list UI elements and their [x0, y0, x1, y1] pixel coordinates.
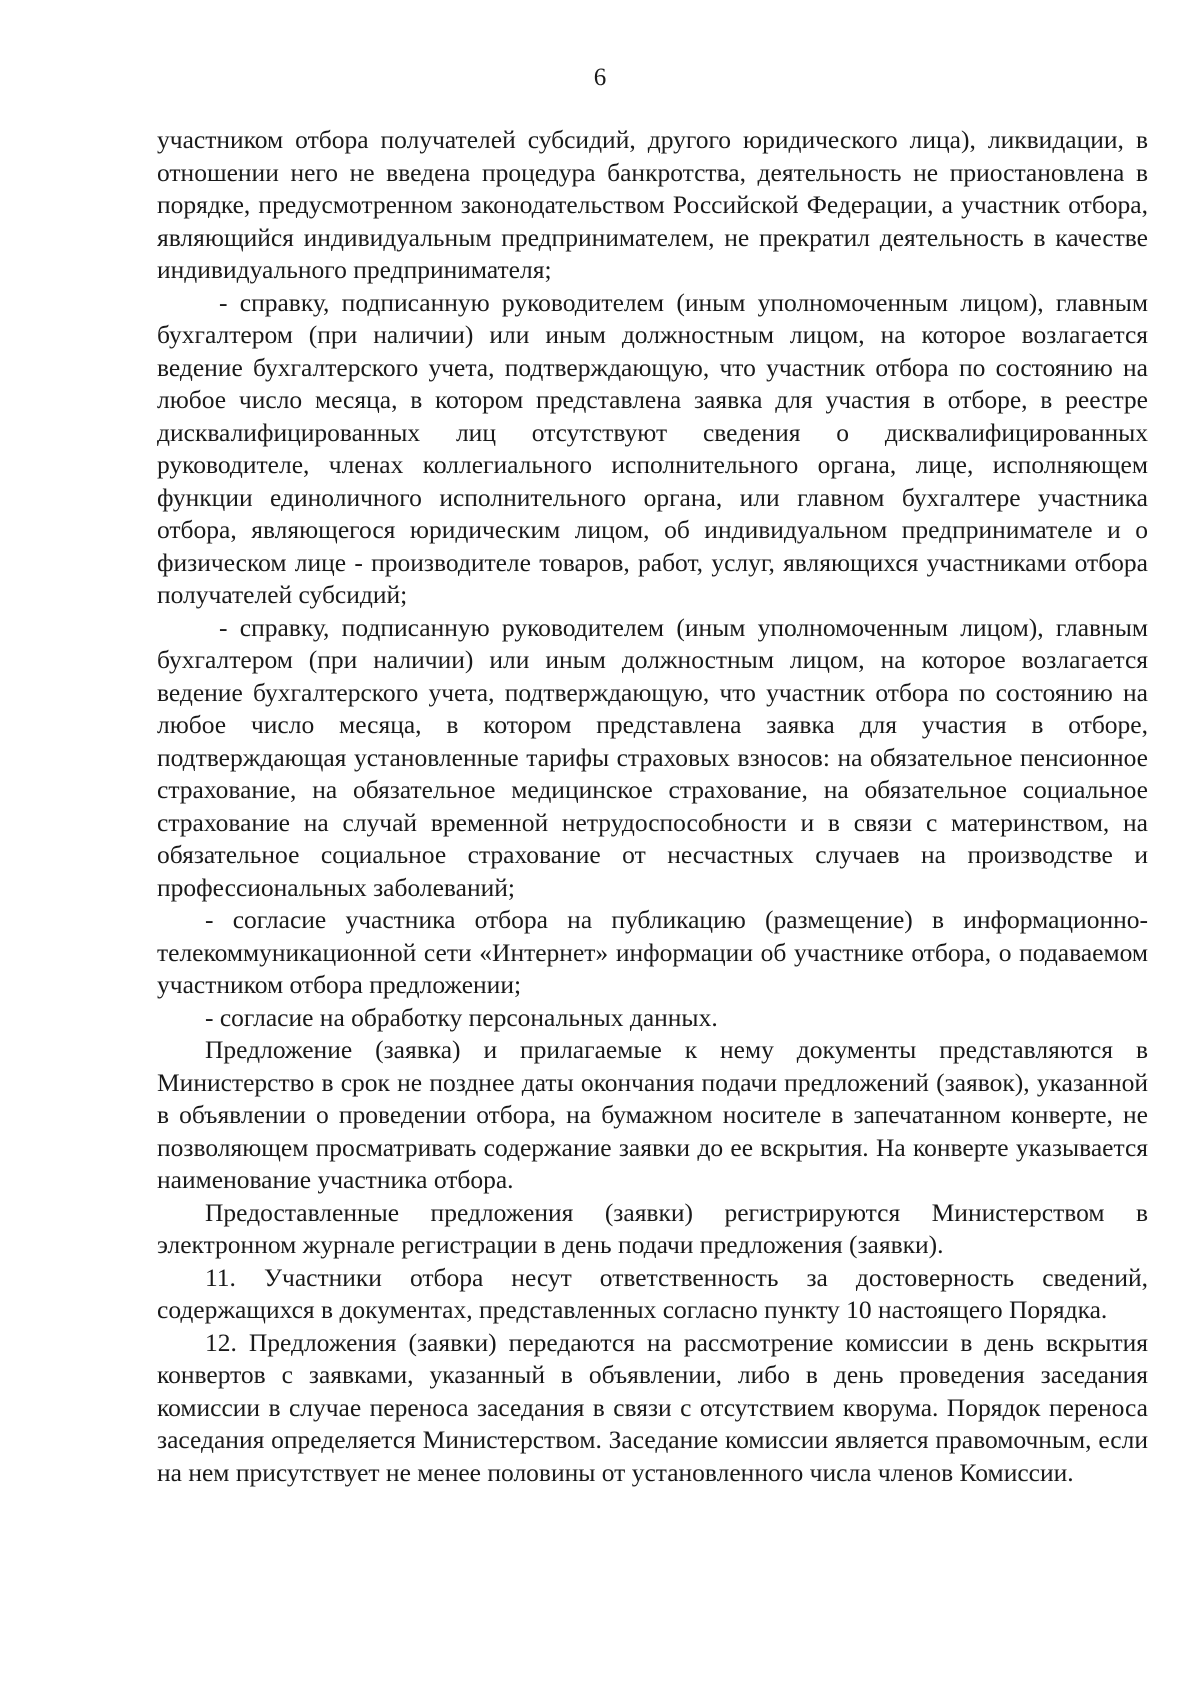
paragraph-personal-data-consent: - согласие на обработку персональных данных.	[205, 1002, 718, 1032]
paragraph-application-registration: Предоставленные предложения (заявки) регистрируются Министерством в электронном журнале регистрации в день подачи предложения (заявки).	[157, 1197, 1148, 1259]
paragraph-disqualified-persons-certificate: - справку, подписанную руководителем (иным уполномоченным лицом), главным бухгалтером (при наличии) или иным должностным лицом, на которое возлагается ведение бухгалтерского учета, подтверждающую, что участник отбора по состоянию на любое число месяца, в котором представлена заявка для участия в отборе, в реестре дисквалифицированных лиц отсутствуют сведения о дисквалифицированных руководителе, членах коллегиального исполнительного органа, лице, исполняющем функции единоличного исполнительного органа, или главном бухгалтере участника отбора, являющегося юридическим лицом, об индивидуальном предпринимателе и о физическом лице - производителе товаров, работ, услуг, являющихся участниками отбора получателей субсидий;	[157, 287, 1148, 609]
paragraph-section-12: 12. Предложения (заявки) передаются на рассмотрение комиссии в день вскрытия конвертов с заявками, указанный в объявлении, либо в день проведения заседания комиссии в случае переноса заседания в связи с отсутствием кворума. Порядок переноса заседания определяется Министерством. Заседание комиссии является правомочным, если на нем присутствует не менее половины от установленного числа членов Комиссии.	[157, 1327, 1148, 1487]
page-number: 6	[593, 64, 607, 91]
document-body	[157, 124, 1148, 1489]
paragraph-application-submission: Предложение (заявка) и прилагаемые к нему документы представляются в Министерство в срок не позднее даты окончания подачи предложений (заявок), указанной в объявлении о проведении отбора, на бумажном носителе в запечатанном конверте, не позволяющем просматривать содержание заявки до ее вскрытия. На конверте указывается наименование участника отбора.	[157, 1035, 1148, 1194]
paragraph-continuation: участником отбора получателей субсидий, другого юридического лица), ликвидации, в отношении него не введена процедура банкротства, деятельность не приостановлена в порядке, предусмотренном законодательством Российской Федерации, а участник отбора, являющийся индивидуальным предпринимателем, не прекратил деятельность в качестве индивидуального предпринимателя;	[157, 125, 1148, 284]
paragraph-section-11: 11. Участники отбора несут ответственность за достоверность сведений, содержащихся в документах, представленных согласно пункту 10 настоящего Порядка.	[157, 1262, 1148, 1324]
paragraph-insurance-rates-certificate: - справку, подписанную руководителем (иным уполномоченным лицом), главным бухгалтером (при наличии) или иным должностным лицом, на которое возлагается ведение бухгалтерского учета, подтверждающую, что участник отбора по состоянию на любое число месяца, в котором представлена заявка для участия в отборе, подтверждающая установленные тарифы страховых взносов: на обязательное пенсионное страхование, на обязательное медицинское страхование, на обязательное социальное страхование на случай временной нетрудоспособности и в связи с материнством, на обязательное социальное страхование от несчастных случаев на производстве и профессиональных заболеваний;	[157, 612, 1148, 902]
paragraph-publication-consent: - согласие участника отбора на публикацию (размещение) в информационно-телекоммуникационной сети «Интернет» информации об участнике отбора, о подаваемом участником отбора предложении;	[157, 905, 1148, 999]
